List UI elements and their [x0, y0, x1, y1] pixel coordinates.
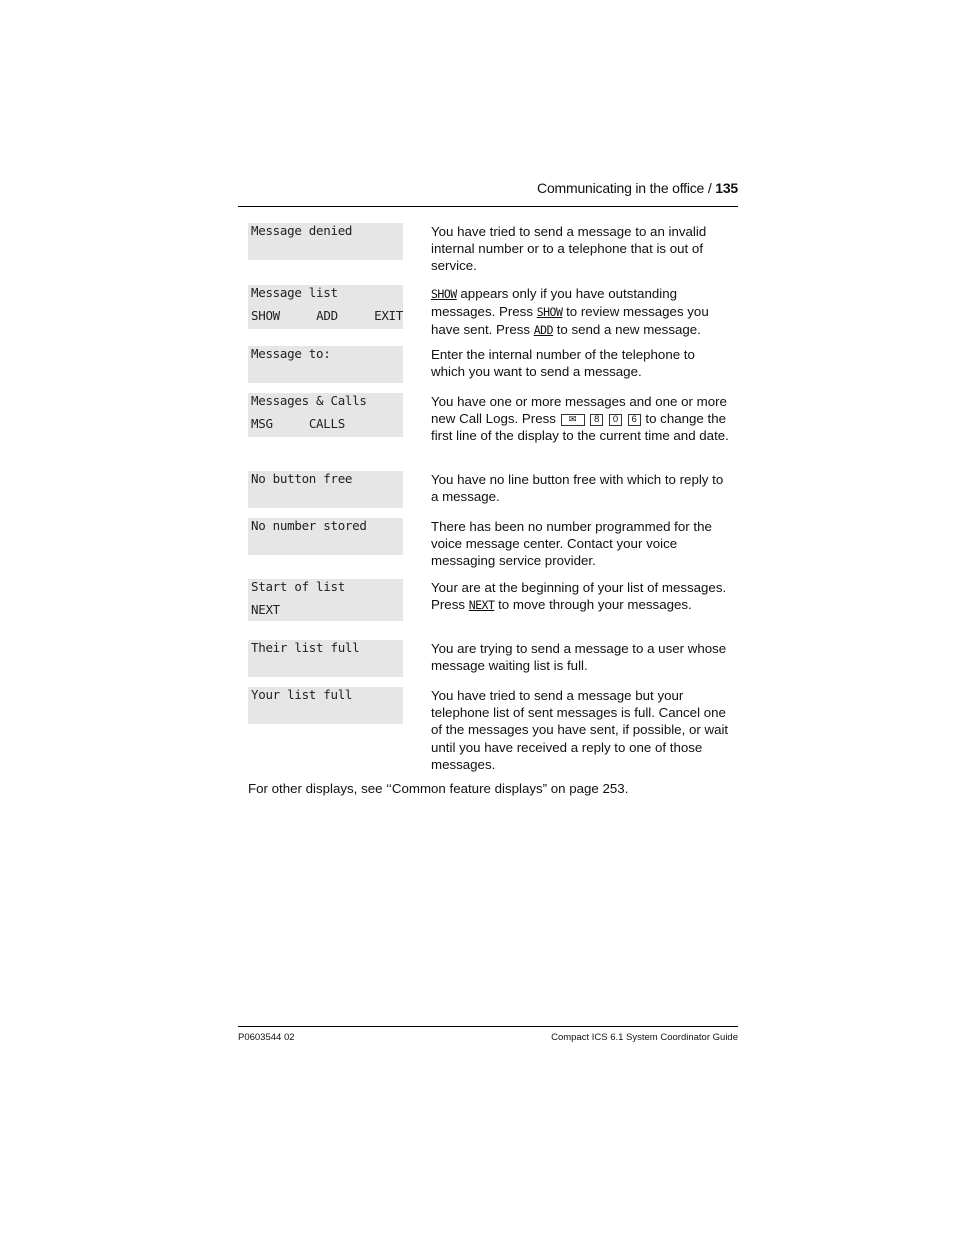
lcd-line: Start of list	[251, 579, 345, 594]
lcd-line: Messages & Calls	[251, 393, 367, 408]
desc-text: to change the first line of the display to the current time and date.	[431, 411, 729, 444]
row-description	[431, 579, 731, 614]
lcd-softkeys	[248, 416, 403, 432]
lcd-display	[248, 518, 403, 555]
softkey-ref-show: SHOW	[431, 287, 457, 301]
desc-text: to move through your messages.	[494, 597, 692, 613]
lcd-display	[248, 393, 403, 437]
lcd-line: No button free	[251, 471, 353, 486]
softkey-ref-show: SHOW	[536, 305, 563, 320]
lcd-line: Message denied	[251, 223, 353, 238]
lcd-line: Message list	[251, 285, 338, 300]
row-description: There has been no number programmed for the voice message center. Contact your voice messaging service provider.	[431, 519, 712, 569]
lcd-display	[248, 640, 403, 677]
lcd-softkeys	[248, 308, 403, 324]
row-description	[431, 285, 731, 340]
softkey-ref-next: NEXT	[468, 598, 495, 613]
guide-title: Compact ICS 6.1 System Coordinator Guide	[551, 1032, 738, 1043]
softkey-next[interactable]: NEXT	[251, 602, 280, 617]
see-also-note: For other displays, see ‘‘Common feature displays” on page 253.	[248, 781, 629, 796]
lcd-line: Message to:	[251, 346, 331, 361]
desc-text: to review messages you have sent. Press	[431, 304, 709, 338]
dial-key-0: 0	[609, 414, 622, 426]
dial-key-6: 6	[628, 414, 641, 426]
document-number: P0603544 02	[238, 1032, 295, 1043]
lcd-line: Their list full	[251, 640, 360, 655]
softkey-exit[interactable]: EXIT	[374, 308, 403, 323]
dial-key-8: 8	[590, 414, 603, 426]
softkey-ref-add: ADD	[533, 323, 554, 338]
lcd-line: No number stored	[251, 518, 367, 533]
lcd-display	[248, 346, 403, 383]
lcd-display	[248, 579, 403, 621]
lcd-display	[248, 285, 403, 329]
softkey-add[interactable]: ADD	[316, 308, 338, 323]
row-description: You have no line button free with which to reply to a message.	[431, 472, 724, 505]
row-description: You have tried to send a message but your telephone list of sent messages is full. Cancel one of the messages you have sent, if possible, or wait until you have received a reply to one of those messages.	[431, 688, 729, 772]
page-footer	[238, 1026, 738, 1047]
row-description	[431, 393, 731, 445]
row-description: You have tried to send a message to an invalid internal number or to a telephone that is out of service.	[431, 224, 707, 274]
lcd-display	[248, 471, 403, 508]
row-description: You are trying to send a message to a user whose message waiting list is full.	[431, 641, 727, 674]
feature-key-icon: ✉	[561, 414, 585, 426]
desc-text: appears only if you have outstanding messages. Press	[431, 286, 677, 320]
desc-text: You have one or more messages and one or more new Call Logs. Press	[431, 394, 727, 427]
lcd-display	[248, 687, 403, 724]
page-header	[238, 180, 738, 207]
desc-text: Your are at the beginning of your list of messages. Press	[431, 580, 727, 613]
lcd-line: Your list full	[251, 687, 353, 702]
lcd-display	[248, 223, 403, 260]
softkey-msg[interactable]: MSG	[251, 416, 273, 431]
page-number: 135	[715, 180, 738, 196]
header-section: Communicating in the office /	[537, 180, 712, 196]
softkey-show[interactable]: SHOW	[251, 308, 280, 323]
softkey-calls[interactable]: CALLS	[308, 416, 345, 431]
header-text	[537, 180, 738, 196]
row-description: Enter the internal number of the telephone to which you want to send a message.	[431, 347, 695, 380]
desc-text: to send a new message.	[553, 322, 701, 338]
